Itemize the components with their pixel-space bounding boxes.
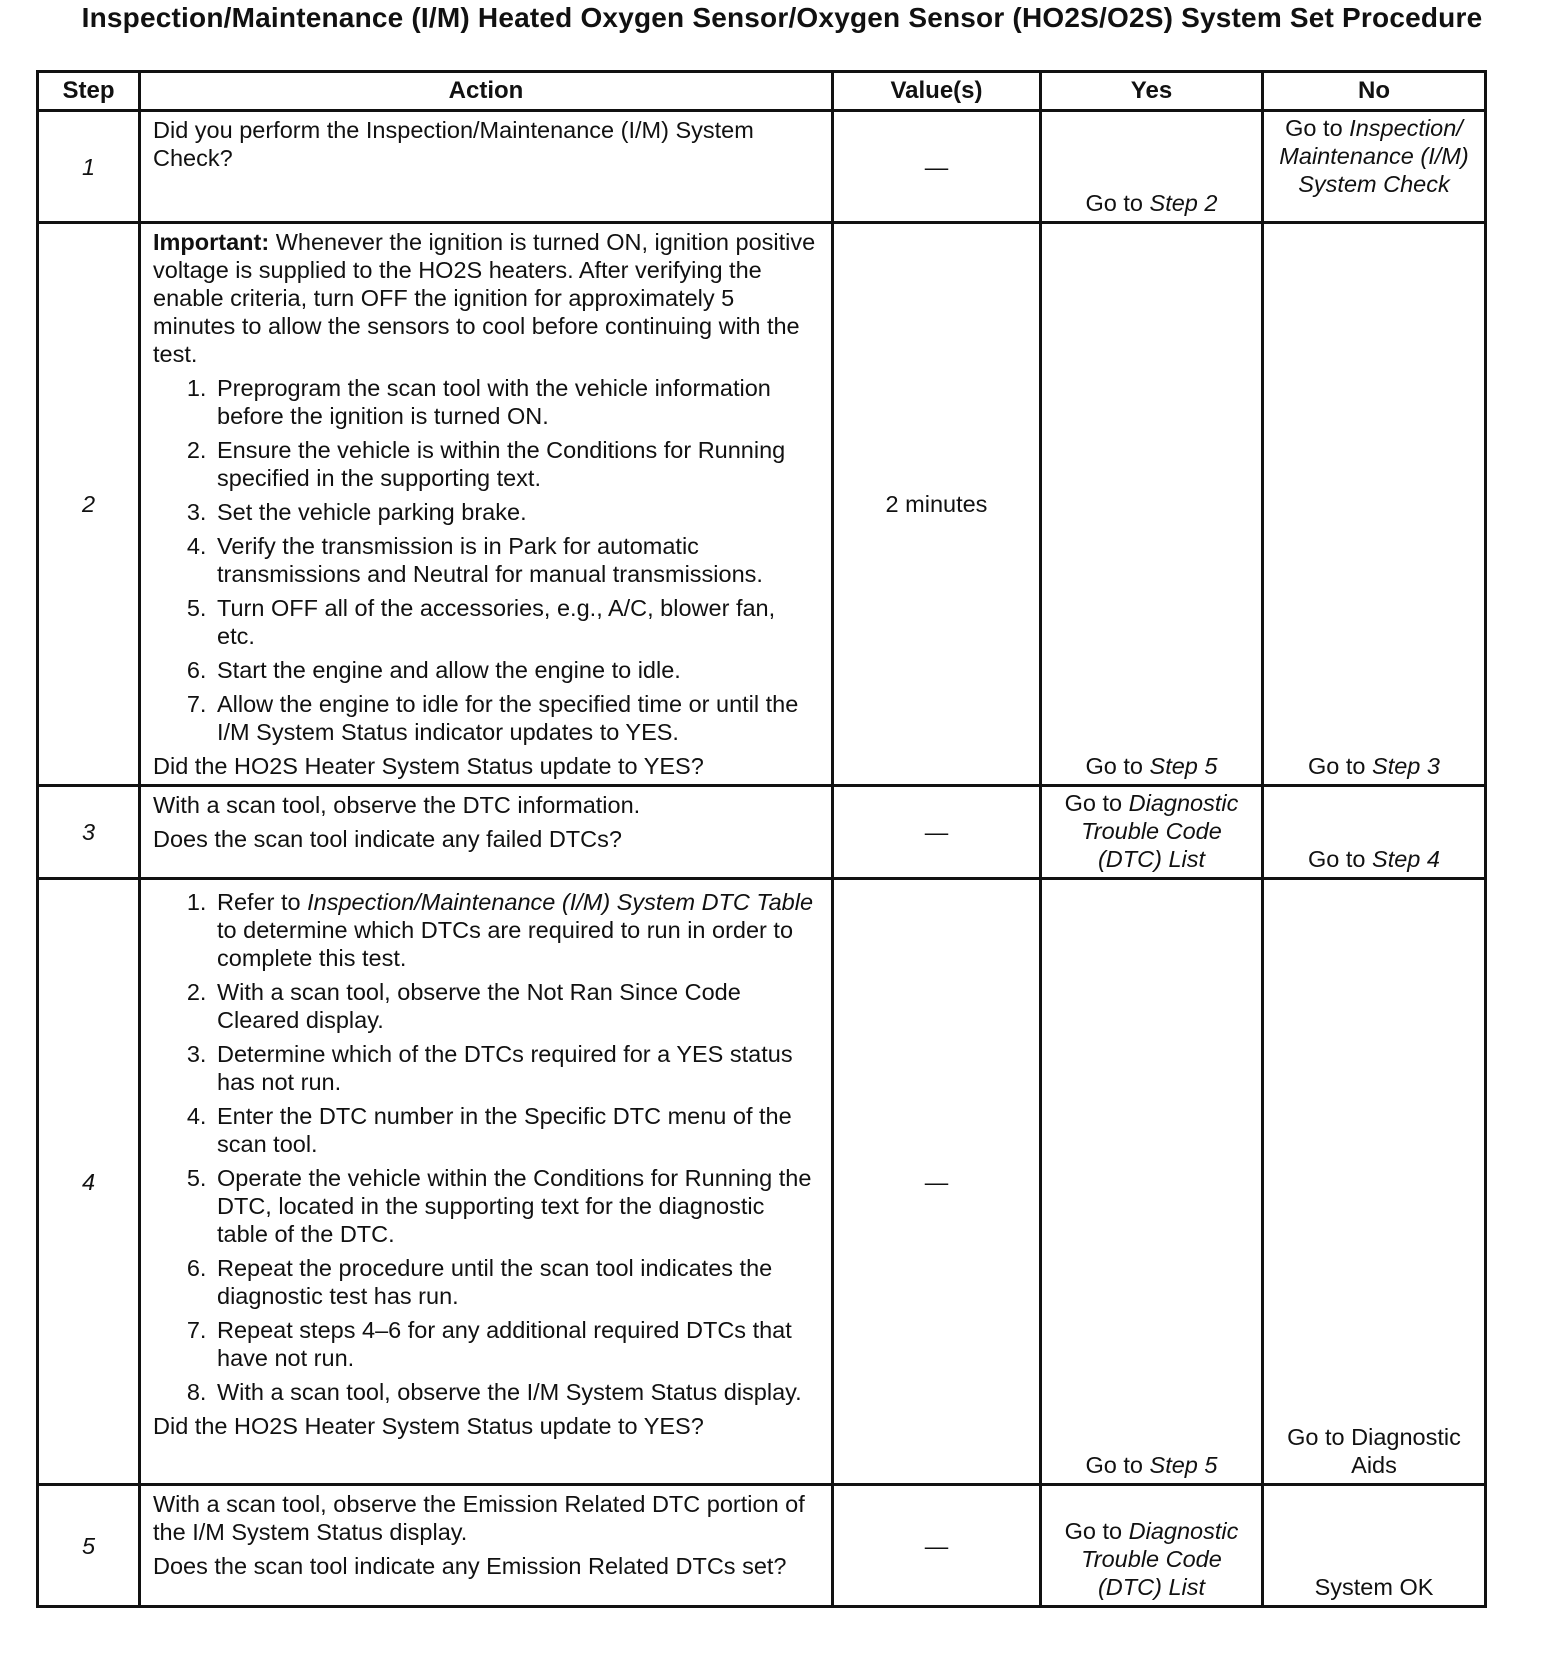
substep: [213, 888, 819, 972]
header-row: [38, 72, 1486, 111]
value-cell: —: [833, 786, 1041, 879]
yes-prefix: Go to: [1085, 190, 1150, 216]
yes-link[interactable]: Step 5: [1149, 753, 1218, 779]
header-values: Value(s): [833, 72, 1041, 111]
no-cell[interactable]: Go to Diagnostic Aids: [1263, 879, 1486, 1485]
instruction-text: With a scan tool, observe the DTC information.: [153, 792, 641, 818]
question-text: Did the HO2S Heater System Status update to YES?: [153, 1413, 704, 1439]
procedure-table: [36, 70, 1487, 1608]
header-step: Step: [38, 72, 140, 111]
substep: 6. Repeat the procedure until the scan tool indicates the diagnostic test has run.: [213, 1254, 819, 1310]
substep: 3. Determine which of the DTCs required for a YES status has not run.: [213, 1040, 819, 1096]
table-row: [38, 879, 1486, 1485]
action-cell: [140, 223, 833, 786]
substep-suffix: to determine which DTCs are required to run in order to complete this test.: [217, 917, 794, 971]
no-prefix: Go to: [1285, 115, 1350, 141]
yes-link[interactable]: Diagnostic Trouble Code (DTC) List: [1081, 790, 1239, 872]
no-cell[interactable]: [1263, 111, 1486, 223]
step-number: 2: [38, 223, 140, 786]
substep: 2. Ensure the vehicle is within the Conditions for Running specified in the supporting text.: [213, 436, 819, 492]
table-row: [38, 786, 1486, 879]
no-link[interactable]: Step 3: [1372, 753, 1440, 779]
page-title: Inspection/Maintenance (I/M) Heated Oxygen Sensor/Oxygen Sensor (HO2S/O2S) System Set Procedure: [81, 2, 1483, 33]
yes-cell[interactable]: [1041, 111, 1263, 223]
substep: 6. Start the engine and allow the engine to idle.: [213, 656, 819, 684]
yes-link[interactable]: Step 5: [1149, 1452, 1218, 1478]
yes-prefix: Go to: [1064, 790, 1129, 816]
yes-link[interactable]: Diagnostic Trouble Code (DTC) List: [1081, 1518, 1239, 1600]
action-cell: [140, 1485, 833, 1607]
table-row: [38, 111, 1486, 223]
substep: 2. With a scan tool, observe the Not Ran Since Code Cleared display.: [213, 978, 819, 1034]
table-row: [38, 1485, 1486, 1607]
header-no: No: [1263, 72, 1486, 111]
substep: 4. Verify the transmission is in Park for automatic transmissions and Neutral for manual transmissions.: [213, 532, 819, 588]
substep: 7. Allow the engine to idle for the specified time or until the I/M System Status indicator updates to YES.: [213, 690, 819, 746]
action-text: Did you perform the Inspection/Maintenance (I/M) System Check?: [153, 117, 754, 171]
question-text: Did the HO2S Heater System Status update to YES?: [153, 753, 704, 779]
step-number: 5: [38, 1485, 140, 1607]
step-number: 4: [38, 879, 140, 1485]
substep: 5. Turn OFF all of the accessories, e.g., A/C, blower fan, etc.: [213, 594, 819, 650]
substep-prefix: Refer to: [217, 889, 308, 915]
action-cell: [140, 111, 833, 223]
no-link[interactable]: Inspection/ Maintenance (I/M) System Check: [1279, 115, 1469, 197]
no-cell[interactable]: [1263, 223, 1486, 786]
question-text: Does the scan tool indicate any failed DTCs?: [153, 826, 622, 852]
important-label: Important:: [153, 229, 270, 255]
yes-prefix: Go to: [1085, 1452, 1150, 1478]
value-cell: —: [833, 111, 1041, 223]
important-text: Whenever the ignition is turned ON, ignition positive voltage is supplied to the HO2S heaters. After verifying the enable criteria, turn OFF the ignition for approximately 5 minutes to allow the sensors to cool before continuing with the test.: [153, 229, 816, 367]
header-action: Action: [140, 72, 833, 111]
no-link[interactable]: Step 4: [1372, 846, 1440, 872]
substep: 3. Set the vehicle parking brake.: [213, 498, 819, 526]
step-number: 3: [38, 786, 140, 879]
substep: 5. Operate the vehicle within the Conditions for Running the DTC, located in the supporting text for the diagnostic table of the DTC.: [213, 1164, 819, 1248]
yes-cell[interactable]: [1041, 786, 1263, 879]
no-cell: System OK: [1263, 1485, 1486, 1607]
substep-list: [153, 374, 819, 746]
substep-link[interactable]: Inspection/Maintenance (I/M) System DTC Table: [307, 889, 814, 915]
yes-prefix: Go to: [1085, 753, 1150, 779]
question-text: Does the scan tool indicate any Emission Related DTCs set?: [153, 1553, 787, 1579]
substep: 1. Preprogram the scan tool with the vehicle information before the ignition is turned ON.: [213, 374, 819, 430]
action-cell: [140, 879, 833, 1485]
substep: 8. With a scan tool, observe the I/M System Status display.: [213, 1378, 819, 1406]
value-cell: —: [833, 1485, 1041, 1607]
no-prefix: Go to: [1308, 753, 1373, 779]
substep-list: [153, 888, 819, 1406]
yes-cell[interactable]: [1041, 1485, 1263, 1607]
action-cell: [140, 786, 833, 879]
yes-cell[interactable]: [1041, 223, 1263, 786]
substep: 4. Enter the DTC number in the Specific DTC menu of the scan tool.: [213, 1102, 819, 1158]
important-note: [153, 228, 819, 368]
header-yes: Yes: [1041, 72, 1263, 111]
no-cell[interactable]: [1263, 786, 1486, 879]
table-row: [38, 223, 1486, 786]
value-cell: 2 minutes: [833, 223, 1041, 786]
yes-cell[interactable]: [1041, 879, 1263, 1485]
instruction-text: With a scan tool, observe the Emission Related DTC portion of the I/M System Status display.: [153, 1491, 805, 1545]
yes-link[interactable]: Step 2: [1149, 190, 1218, 216]
step-number: 1: [38, 111, 140, 223]
value-cell: —: [833, 879, 1041, 1485]
yes-prefix: Go to: [1064, 1518, 1129, 1544]
substep: 7. Repeat steps 4–6 for any additional required DTCs that have not run.: [213, 1316, 819, 1372]
no-prefix: Go to: [1308, 846, 1373, 872]
